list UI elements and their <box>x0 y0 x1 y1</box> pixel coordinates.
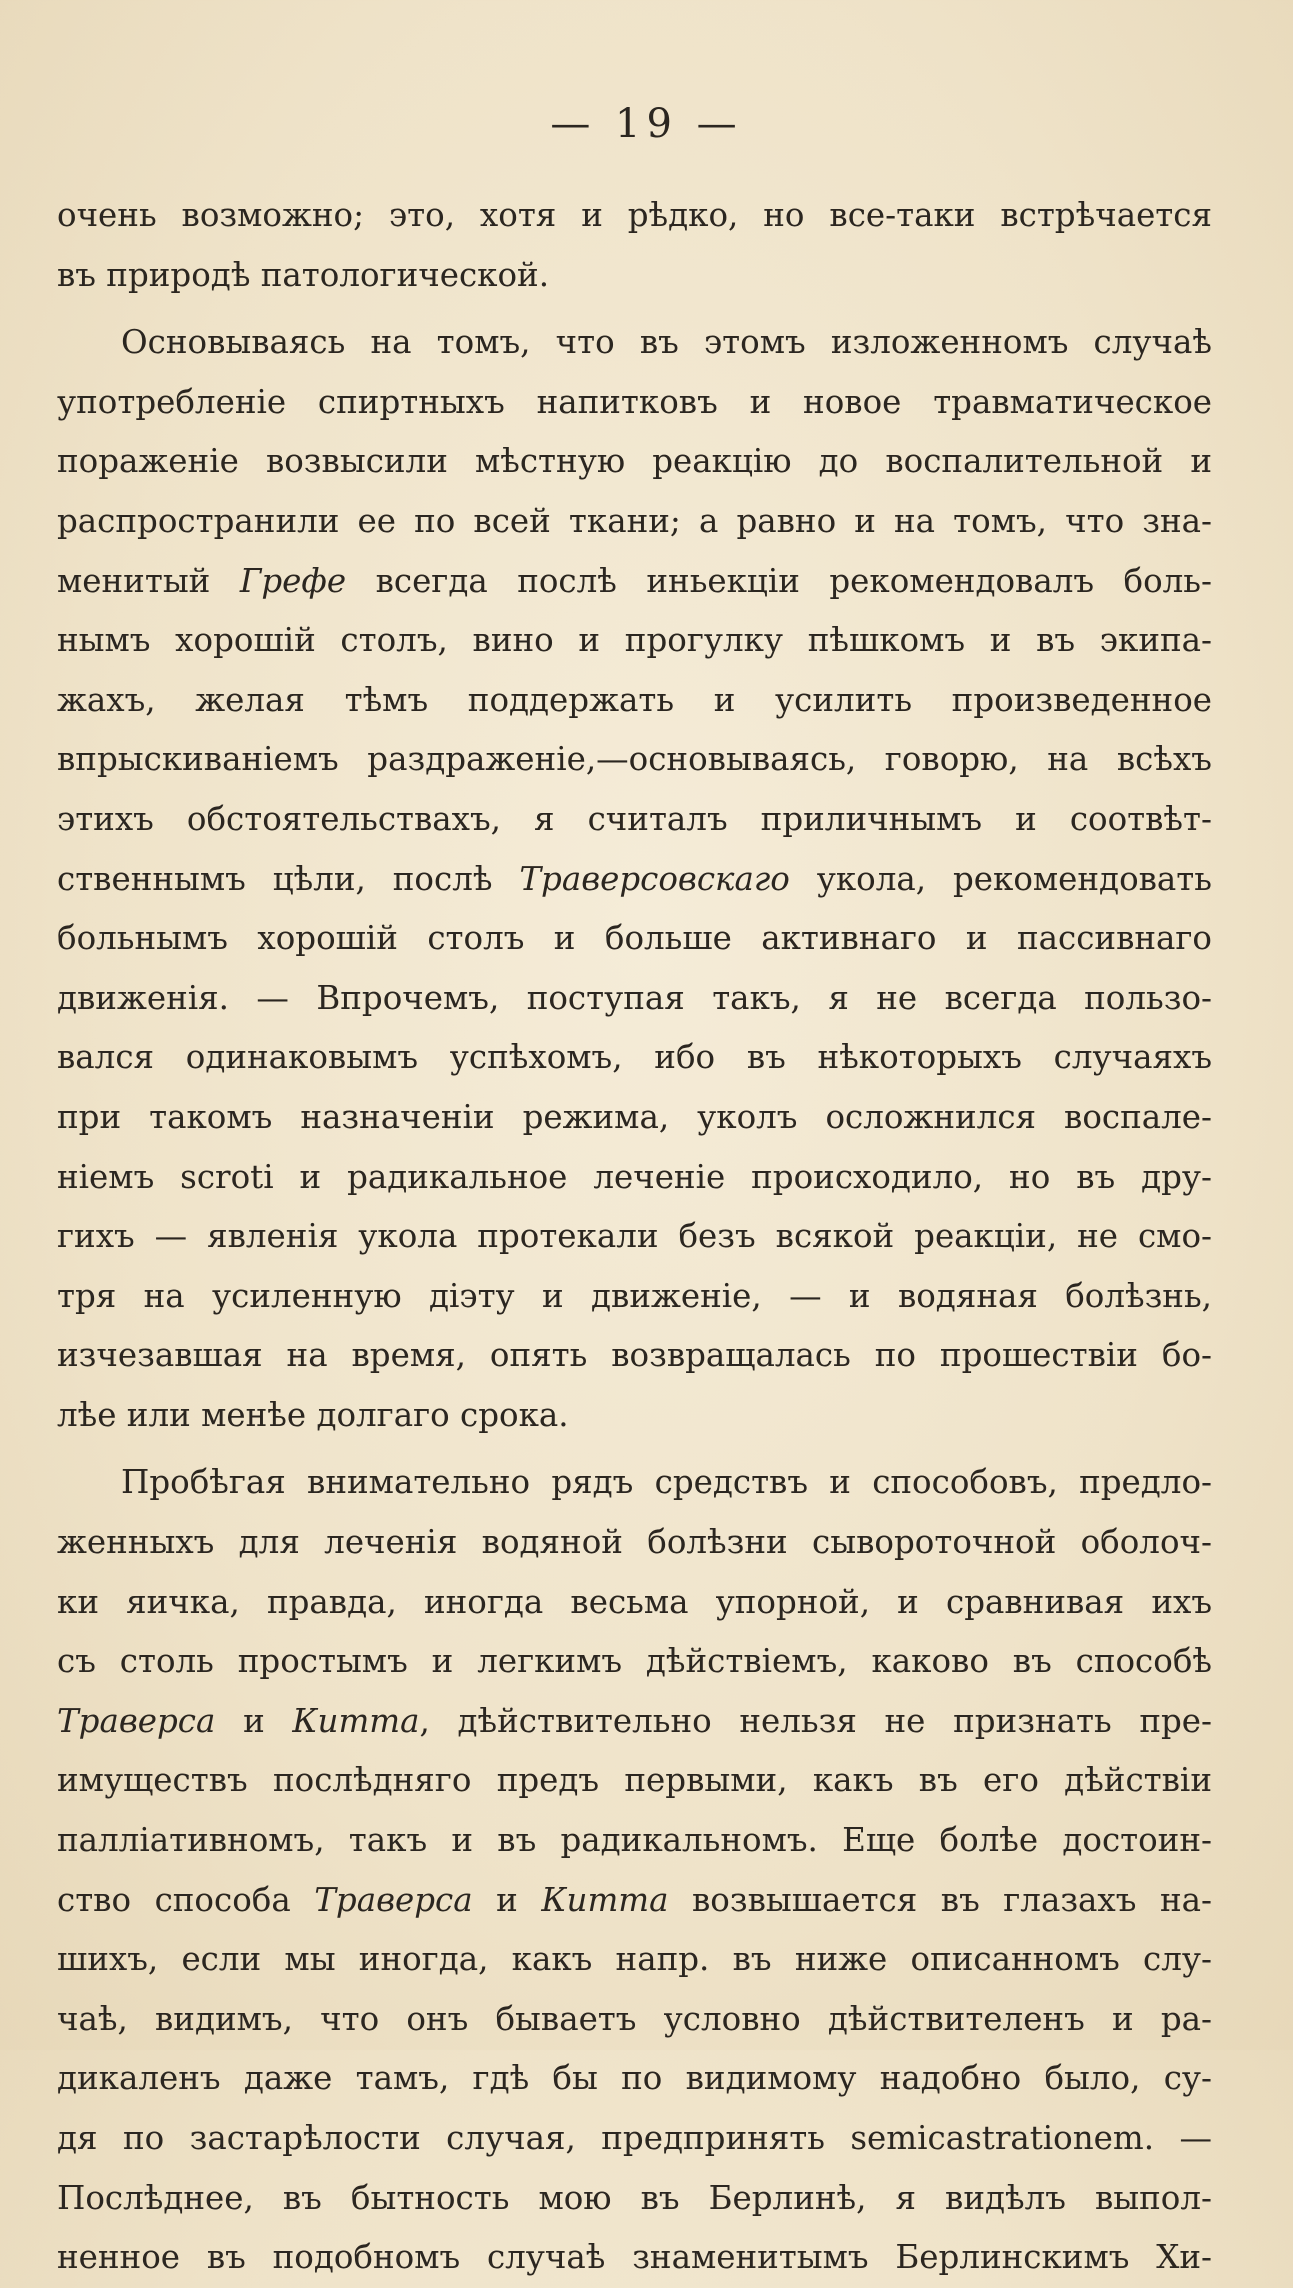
text-line <box>57 1632 1212 1692</box>
text-line <box>57 1207 1212 1267</box>
text-segment: въ природѣ патологической. <box>57 255 550 294</box>
text-segment: нымъ хорошій столъ, вино и прогулку пѣшкомъ и въ экипа- <box>57 621 1212 660</box>
text-segment: палліативномъ, такъ и въ радикальномъ. Еще болѣе достоин- <box>57 1821 1212 1860</box>
text-line <box>57 552 1212 612</box>
text-line <box>57 1386 1212 1446</box>
text-line <box>57 1573 1212 1633</box>
text-segment: пораженіе возвысили мѣстную реакцію до воспалительной и <box>57 442 1212 481</box>
text-segment: имуществъ послѣдняго предъ первыми, какъ въ его дѣйствіи <box>57 1761 1212 1800</box>
text-line <box>57 1513 1212 1573</box>
text-segment: съ столь простымъ и легкимъ дѣйствіемъ, каково въ способѣ <box>57 1642 1212 1681</box>
text-line <box>57 1148 1212 1208</box>
italic-name: Траверсовскаго <box>519 859 790 898</box>
text-line <box>57 850 1212 910</box>
text-segment: движенія. — Впрочемъ, поступая такъ, я не всегда пользо- <box>57 978 1212 1017</box>
italic-name: Траверса <box>314 1880 473 1919</box>
text-line <box>57 730 1212 790</box>
text-segment: этихъ обстоятельствахъ, я считалъ приличнымъ и соотвѣт- <box>57 799 1212 838</box>
text-segment: ственнымъ цѣли, послѣ <box>57 859 520 898</box>
text-line <box>57 1751 1212 1811</box>
text-segment: распространили ее по всей ткани; а равно и на томъ, что зна- <box>57 501 1212 540</box>
italic-name: Китта <box>292 1701 420 1740</box>
text-segment: и <box>215 1701 293 1740</box>
text-segment: ство способа <box>57 1880 315 1919</box>
text-line <box>57 1453 1212 1513</box>
text-line <box>57 1028 1212 1088</box>
text-line <box>57 313 1212 373</box>
text-segment: Основываясь на томъ, что въ этомъ изложенномъ случаѣ <box>121 323 1212 362</box>
text-segment: употребленіе спиртныхъ напитковъ и новое травматическое <box>57 382 1212 421</box>
text-segment: лѣе или менѣе долгаго срока. <box>57 1395 569 1434</box>
italic-name: Китта <box>541 1880 669 1919</box>
body-text <box>57 186 1212 2288</box>
text-line <box>57 1088 1212 1148</box>
text-segment: больнымъ хорошій столъ и больше активнаго и пассивнаго <box>57 919 1212 958</box>
text-segment: Пробѣгая внимательно рядъ средствъ и способовъ, предло- <box>121 1463 1212 1502</box>
text-line <box>57 246 1212 306</box>
text-line <box>57 1930 1212 1990</box>
text-segment: и <box>472 1880 542 1919</box>
text-line <box>57 1990 1212 2050</box>
text-segment: ніемъ scroti и радикальное леченіе происходило, но въ дру- <box>57 1157 1212 1196</box>
text-segment: дя по застарѣлости случая, предпринять semicastrationem. — <box>57 2119 1212 2157</box>
text-segment: очень возможно; это, хотя и рѣдко, но все-таки встрѣчается <box>57 196 1212 234</box>
text-line <box>57 2109 1212 2169</box>
text-segment: , дѣйствительно нельзя не признать пре- <box>419 1701 1213 1740</box>
text-line <box>57 671 1212 731</box>
text-line <box>57 186 1212 246</box>
text-line <box>57 611 1212 671</box>
text-segment: изчезавшая на время, опять возвращалась по прошествіи бо- <box>57 1336 1212 1375</box>
text-segment: вался одинаковымъ успѣхомъ, ибо въ нѣкоторыхъ случаяхъ <box>57 1038 1212 1077</box>
text-segment: всегда послѣ иньекціи рекомендовалъ боль- <box>346 561 1212 600</box>
text-segment: чаѣ, видимъ, что онъ бываетъ условно дѣйствителенъ и ра- <box>57 1999 1212 2038</box>
text-line <box>57 432 1212 492</box>
italic-name: Траверса <box>57 1701 216 1740</box>
text-segment: ненное въ подобномъ случаѣ знаменитымъ Берлинскимъ Хи- <box>57 2238 1212 2277</box>
text-line <box>57 492 1212 552</box>
text-line <box>57 790 1212 850</box>
text-segment: впрыскиваніемъ раздраженіе,—основываясь, говорю, на всѣхъ <box>57 740 1212 779</box>
text-line <box>57 969 1212 1029</box>
text-segment: гихъ — явленія укола протекали безъ всякой реакціи, не смо- <box>57 1217 1212 1256</box>
page-number: — 19 — <box>550 101 743 147</box>
text-line <box>57 1692 1212 1752</box>
text-line <box>57 1811 1212 1871</box>
text-segment: укола, рекомендовать <box>789 859 1212 898</box>
text-segment: Послѣднее, въ бытность мою въ Берлинѣ, я видѣлъ выпол- <box>57 2178 1212 2217</box>
text-line <box>57 1871 1212 1931</box>
text-line <box>57 2228 1212 2288</box>
italic-name: Грефе <box>239 561 347 600</box>
text-segment: возвышается въ глазахъ на- <box>668 1880 1212 1919</box>
text-segment: шихъ, если мы иногда, какъ напр. въ ниже описанномъ слу- <box>57 1940 1212 1979</box>
text-line <box>57 909 1212 969</box>
text-segment: жахъ, желая тѣмъ поддержать и усилить произведенное <box>57 680 1212 719</box>
text-segment: женныхъ для леченія водяной болѣзни сывороточной оболоч- <box>57 1523 1212 1562</box>
text-line <box>57 1326 1212 1386</box>
text-line <box>57 2169 1212 2229</box>
text-segment: при такомъ назначеніи режима, уколъ осложнился воспале- <box>57 1097 1212 1136</box>
text-segment: тря на усиленную діэту и движеніе, — и водяная болѣзнь, <box>57 1276 1212 1315</box>
text-segment: дикаленъ даже тамъ, гдѣ бы по видимому надобно было, су- <box>57 2059 1212 2098</box>
text-line <box>57 1267 1212 1327</box>
text-segment: ки яичка, правда, иногда весьма упорной, и сравнивая ихъ <box>57 1582 1212 1621</box>
text-line <box>57 373 1212 433</box>
text-line <box>57 2049 1212 2109</box>
text-segment: менитый <box>57 561 240 600</box>
